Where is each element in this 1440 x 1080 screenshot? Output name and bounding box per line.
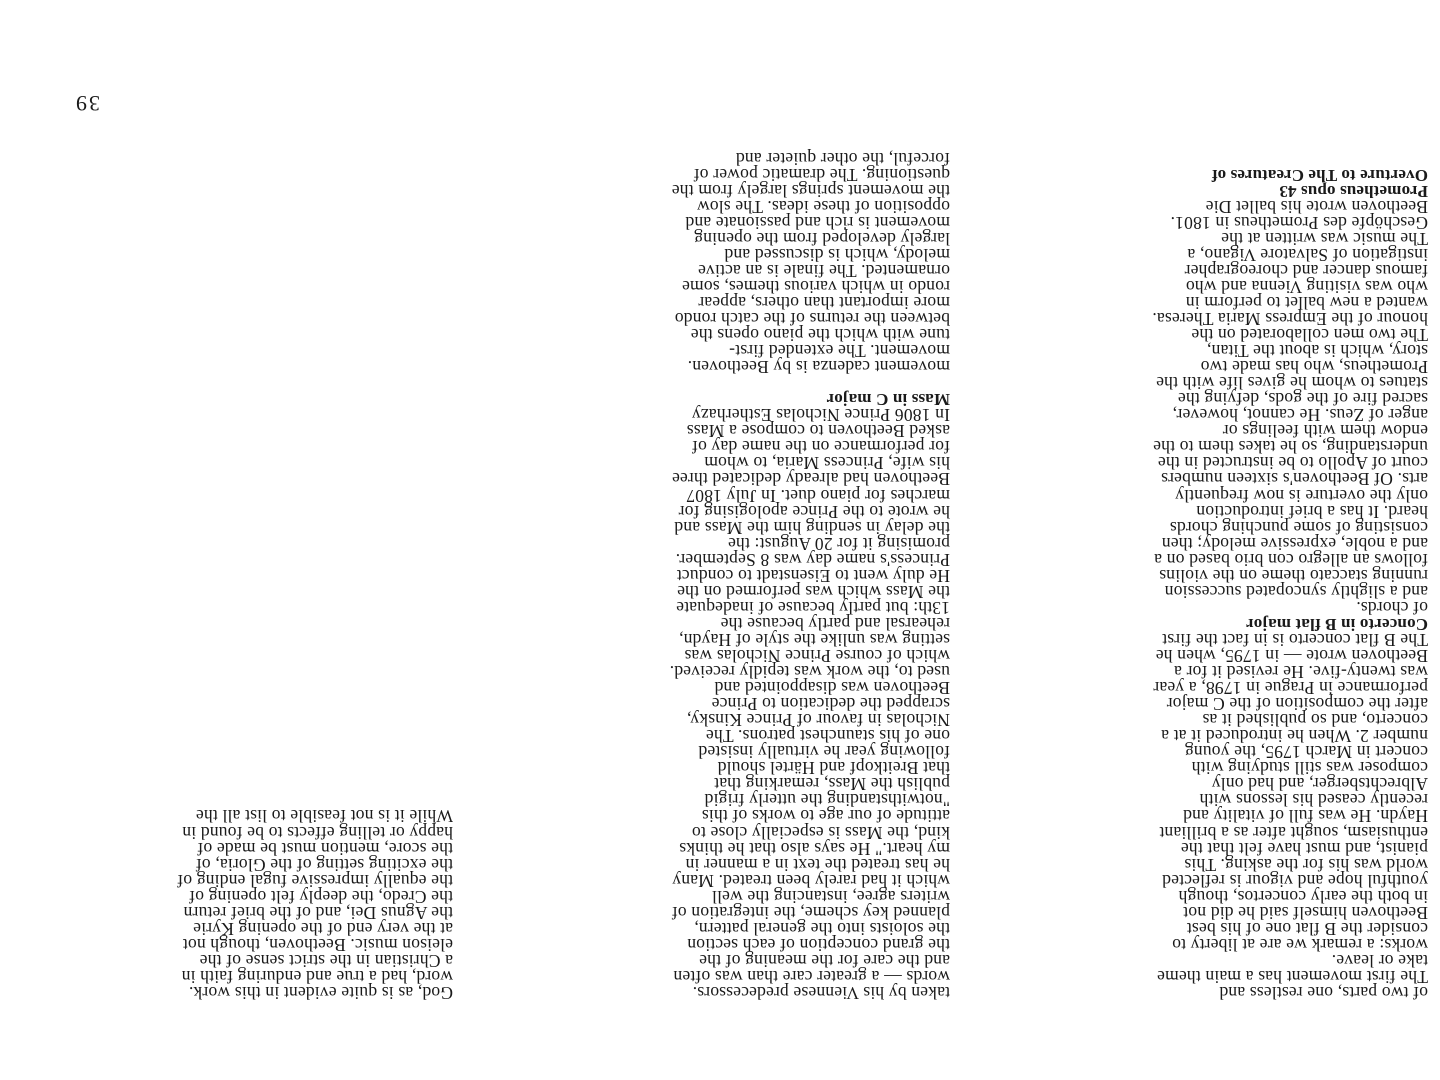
text-line: between the returns of the catch rondo xyxy=(674,309,950,330)
heading-prometheus-line-2: Prometheus opus 43 xyxy=(1279,181,1428,201)
column-middle xyxy=(530,148,950,1003)
text-line: The music was written at the xyxy=(1221,228,1428,249)
text-line: Beethoven wrote — in 1795, when he xyxy=(1155,646,1428,667)
text-line: famous dancer and choreographer xyxy=(1184,260,1428,281)
text-line: Beethoven was disappointed and xyxy=(714,678,950,699)
text-line: questioning. The dramatic power of xyxy=(693,164,950,185)
text-line: taken by his Viennese predecessors. xyxy=(692,983,950,1003)
text-line: happy or telling effects to be found in xyxy=(182,822,453,843)
text-line: consisting of some punching chords xyxy=(1169,517,1428,538)
text-line: that Breitkopf and Härtel should xyxy=(717,758,950,779)
heading-prometheus-line-1: Overture to The Creatures of xyxy=(1211,165,1428,185)
text-line: largely developed from the opening xyxy=(694,228,950,249)
text-line: arts. Of Beethoven's sixteen numbers xyxy=(1160,469,1428,490)
text-line: after the composition of the C major xyxy=(1166,694,1428,715)
text-line: asked Beethoven to compose a Mass xyxy=(686,421,950,442)
text-line: pianist, and must have felt that the xyxy=(1180,838,1428,859)
text-line: 13th: but partly because of inadequate xyxy=(676,597,950,618)
text-line: recently ceased his lessons with xyxy=(1199,790,1428,811)
text-line: melody, which is discussed and xyxy=(724,244,950,265)
text-line: endow them with feelings or xyxy=(1222,421,1428,442)
text-line: Albrechtsberger, and had only xyxy=(1211,774,1428,795)
text-line: The first movement has a main theme xyxy=(1156,966,1428,987)
text-line: follows an allegro con brio based on a xyxy=(1154,549,1428,570)
text-line: understanding, so he takes them to the xyxy=(1153,437,1428,458)
text-line: God, as is quite evident in this work. xyxy=(188,983,453,1003)
text-line: works: a remark we are at liberty to xyxy=(1171,934,1428,955)
text-line: in both the early concertos, though xyxy=(1178,886,1428,907)
text-line: honour of the Empress Maria Theresa. xyxy=(1152,309,1428,330)
text-line: which of course Prince Nicholas was xyxy=(684,646,950,667)
text-line: for performance on the name day of xyxy=(691,437,950,458)
page-number: 39 xyxy=(74,91,100,116)
text-line: "notwithstanding the utterly frigid xyxy=(704,790,950,811)
text-line: was twenty-five. He revised it for a xyxy=(1173,662,1428,683)
text-line: number 2. When he introduced it at a xyxy=(1161,726,1428,747)
text-line: marches for piano duet. In July 1807 xyxy=(686,485,950,506)
text-line: eleison music. Beethoven, though not xyxy=(182,934,453,955)
text-line: take or leave. xyxy=(1331,950,1428,971)
heading-concerto-b-flat: Concerto in B flat major xyxy=(1245,614,1428,634)
text-line: the score, mention must be made of xyxy=(197,838,453,859)
text-line: movement cadenza is by Beethoven. xyxy=(687,357,950,378)
text-line: and a noble, expressive melody; then xyxy=(1161,533,1428,554)
text-line: tune with which the piano opens the xyxy=(690,325,950,346)
text-line: following year he virtually insisted xyxy=(698,742,950,763)
text-line: the Agnus Dei, and of the brief return xyxy=(183,902,453,923)
text-line: wanted a new ballet to perform in xyxy=(1185,292,1428,313)
text-line: concerto, and so published it as xyxy=(1202,710,1428,731)
text-line: of chords. xyxy=(1356,597,1428,618)
text-line: at the very end of the opening Kyrie xyxy=(193,918,453,939)
text-line: performance in Prague in 1798, a year xyxy=(1153,678,1428,699)
text-line: court of Apollo to be instructed in the xyxy=(1157,453,1428,474)
text-line: story, which is about the Titan, xyxy=(1206,341,1428,362)
text-line: the equally impressive fugal ending of xyxy=(177,870,453,891)
middle-column-text xyxy=(530,407,950,1001)
text-line: Beethoven wrote his ballet Die xyxy=(1205,196,1428,217)
text-line: my heart." He says also that he thinks xyxy=(679,838,950,859)
text-line: Nicholas in favour of Prince Kinsky, xyxy=(686,710,950,731)
text-line: the movement springs largely from the xyxy=(671,180,950,201)
text-line: writers agree, instancing the well xyxy=(711,886,950,907)
column-left xyxy=(993,167,1428,1001)
text-line: the soloists into the general pattern, xyxy=(694,918,950,939)
text-line: Beethoven himself said he did not xyxy=(1183,902,1428,923)
text-line: rondo in which various themes, some xyxy=(681,276,950,297)
text-line: heard. It has a brief introduction xyxy=(1196,501,1428,522)
text-line: kind, the Mass is especially close to xyxy=(691,822,950,843)
text-line: enthusiasm, sought after as a brilliant xyxy=(1159,822,1428,843)
text-line: he has treated the text in a manner in xyxy=(685,854,950,875)
text-line: attitude of our age to works of this xyxy=(701,806,950,827)
text-line: statues to whom he gives life with the xyxy=(1155,373,1428,394)
column-right xyxy=(16,808,453,1001)
text-line: consider the B flat one of his best xyxy=(1186,918,1428,939)
text-line: forceful, the other quieter and xyxy=(735,148,950,169)
text-line: scrapped the dedication to Prince xyxy=(711,694,950,715)
text-line: Princess's name day was 8 September. xyxy=(675,549,950,570)
text-line: running staccato theme on the violins xyxy=(1159,565,1428,586)
text-line: rehearsal and partly because the xyxy=(720,613,950,634)
text-line: the Mass which was performed on the xyxy=(677,581,950,602)
text-line: his wife, Princess Maria, to whom xyxy=(704,453,950,474)
text-line: of two parts, one restless and xyxy=(1219,983,1428,1003)
text-line: The two men collaborated on the xyxy=(1191,325,1428,346)
text-line: concert in March 1795, the young xyxy=(1184,742,1428,763)
text-line: Haydn. He was full of vitality and xyxy=(1182,806,1428,827)
text-line: word, had a true and enduring faith in xyxy=(181,966,453,987)
text-line: publish the Mass, remarking that xyxy=(714,774,950,795)
text-line: more important than others, appear xyxy=(698,292,950,313)
text-line: composer was still studying with xyxy=(1191,758,1428,779)
text-line: youthful hope and vigour is reflected xyxy=(1162,870,1428,891)
text-line: Beethoven had already dedicated three xyxy=(671,469,950,490)
text-line: opposition of these ideas. The slow xyxy=(696,196,950,217)
text-line: one of his staunchest patrons. The xyxy=(705,726,950,747)
text-line: planned key scheme, the integration of xyxy=(671,902,950,923)
text-line: setting was unlike the style of Haydn, xyxy=(678,629,950,650)
left-column-text-2 xyxy=(993,196,1428,618)
text-line: In 1806 Prince Nicholas Estherhazy xyxy=(691,405,950,426)
text-line: instigation of Salvatore Vigano, a xyxy=(1187,244,1428,265)
text-line: promising it for 20 August: the xyxy=(727,533,950,554)
left-column-text xyxy=(993,629,1428,1003)
text-line: movement is rich and passionate and xyxy=(685,212,950,233)
text-line: the delay in sending him the Mass and xyxy=(674,517,950,538)
text-line: only the overture is now frequently xyxy=(1175,485,1428,506)
text-line: he wrote to the Prince apologising for xyxy=(678,501,950,522)
text-line: the exciting setting of the Gloria, of xyxy=(195,854,453,875)
text-line: While it is not feasible to list all the xyxy=(195,806,453,827)
heading-mass-c-major: Mass in C major xyxy=(826,390,950,410)
text-line: movement. The extended first- xyxy=(729,341,950,362)
text-line: ornamented. The finale is an active xyxy=(697,260,950,281)
text-line: Geschöpfe des Prometheus in 1801. xyxy=(1170,212,1428,233)
text-line: used to, the work was tepidly received. xyxy=(669,662,950,683)
text-line: world was his for the asking. This xyxy=(1184,854,1428,875)
text-line: which it had rarely been treated. Many xyxy=(672,870,950,891)
text-line: words — a greater care than was often xyxy=(673,966,950,987)
text-line: The B flat concerto is in fact the first xyxy=(1162,629,1428,650)
text-line: the Credo, the deeply felt opening of xyxy=(188,886,453,907)
text-line: who was visiting Vienna and who xyxy=(1185,276,1428,297)
right-column-text xyxy=(16,808,453,1001)
text-line: the grand conception of each section xyxy=(687,934,950,955)
text-line: anger of Zeus. He cannot, however, xyxy=(1172,405,1428,426)
text-line: and the care for the meaning of the xyxy=(699,950,950,971)
middle-column-text-2 xyxy=(530,148,950,378)
text-line: He duly went to Eisenstadt to conduct xyxy=(676,565,950,586)
text-line: a Christian in the strict sense of the xyxy=(199,950,453,971)
text-line: sacred fire of the gods, defying the xyxy=(1177,389,1428,410)
text-line: Prometheus, who has made two xyxy=(1200,357,1428,378)
text-line: and a slightly syncopated succession xyxy=(1164,581,1428,602)
